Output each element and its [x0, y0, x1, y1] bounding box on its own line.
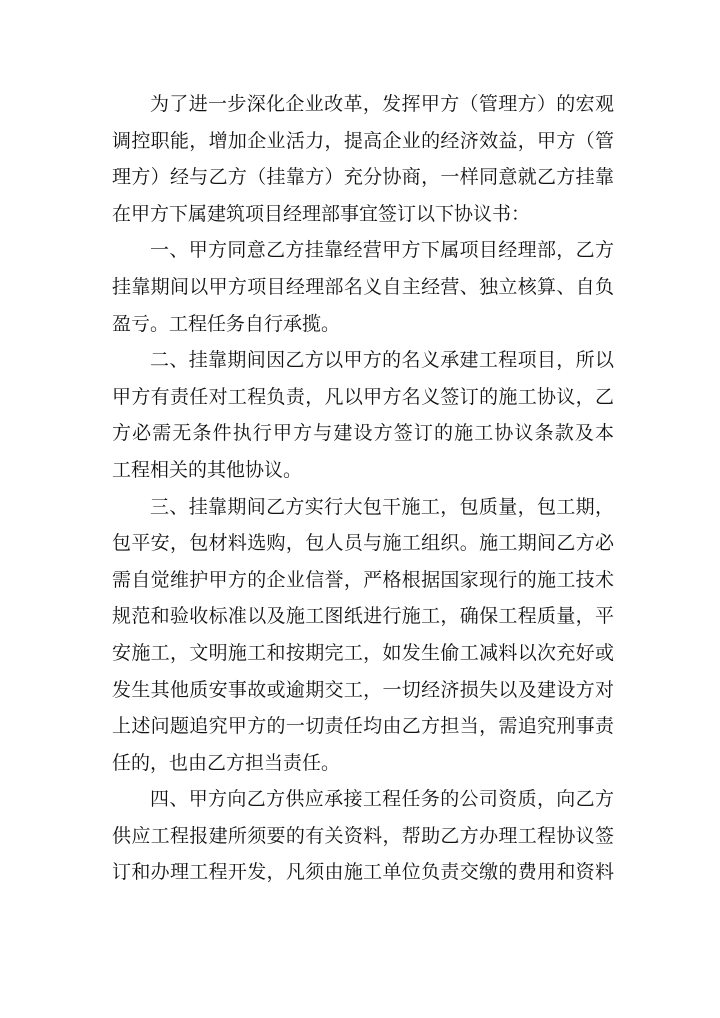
text-line: 调控职能，增加企业活力，提高企业的经济效益，甲方（管	[112, 129, 614, 152]
text-line: 发生其他质安事故或逾期交工，一切经济损失以及建设方对	[112, 678, 614, 701]
text-line: 任的，也由乙方担当责任。	[112, 751, 341, 774]
text-line: 安施工，文明施工和按期完工，如发生偷工减料以次充好或	[112, 641, 614, 664]
paragraph-clause-1	[112, 232, 614, 342]
paragraph-clause-2	[112, 342, 614, 488]
text-line: 包平安，包材料选购，包人员与施工组织。施工期间乙方必	[112, 532, 614, 555]
text-line: 工程相关的其他协议。	[112, 458, 303, 481]
text-line: 三、挂靠期间乙方实行大包干施工，包质量，包工期，	[150, 495, 614, 518]
text-line: 方必需无条件执行甲方与建设方签订的施工协议条款及本	[112, 422, 614, 445]
text-line: 甲方有责任对工程负责，凡以甲方名义签订的施工协议，乙	[112, 385, 614, 408]
text-line: 二、挂靠期间因乙方以甲方的名义承建工程项目，所以	[150, 349, 614, 372]
paragraph-intro	[112, 86, 614, 232]
text-line: 四、甲方向乙方供应承接工程任务的公司资质，向乙方	[150, 788, 614, 811]
document-body	[112, 86, 614, 891]
text-line: 供应工程报建所须要的有关资料，帮助乙方办理工程协议签	[112, 824, 614, 847]
text-line: 盈亏。工程任务自行承揽。	[112, 312, 341, 335]
text-line: 一、甲方同意乙方挂靠经营甲方下属项目经理部，乙方	[150, 239, 614, 262]
text-line: 理方）经与乙方（挂靠方）充分协商，一样同意就乙方挂靠	[112, 166, 614, 189]
paragraph-clause-4	[112, 781, 614, 891]
text-line: 需自觉维护甲方的企业信誉，严格根据国家现行的施工技术	[112, 568, 614, 591]
paragraph-clause-3	[112, 489, 614, 782]
text-line: 订和办理工程开发，凡须由施工单位负责交缴的费用和资料	[112, 861, 614, 884]
text-line: 上述问题追究甲方的一切责任均由乙方担当，需追究刑事责	[112, 715, 614, 738]
text-line: 挂靠期间以甲方项目经理部名义自主经营、独立核算、自负	[112, 275, 614, 298]
text-line: 为了进一步深化企业改革，发挥甲方（管理方）的宏观	[150, 93, 614, 115]
text-line: 在甲方下属建筑项目经理部事宜签订以下协议书：	[112, 202, 531, 225]
text-line: 规范和验收标准以及施工图纸进行施工，确保工程质量，平	[112, 605, 614, 628]
